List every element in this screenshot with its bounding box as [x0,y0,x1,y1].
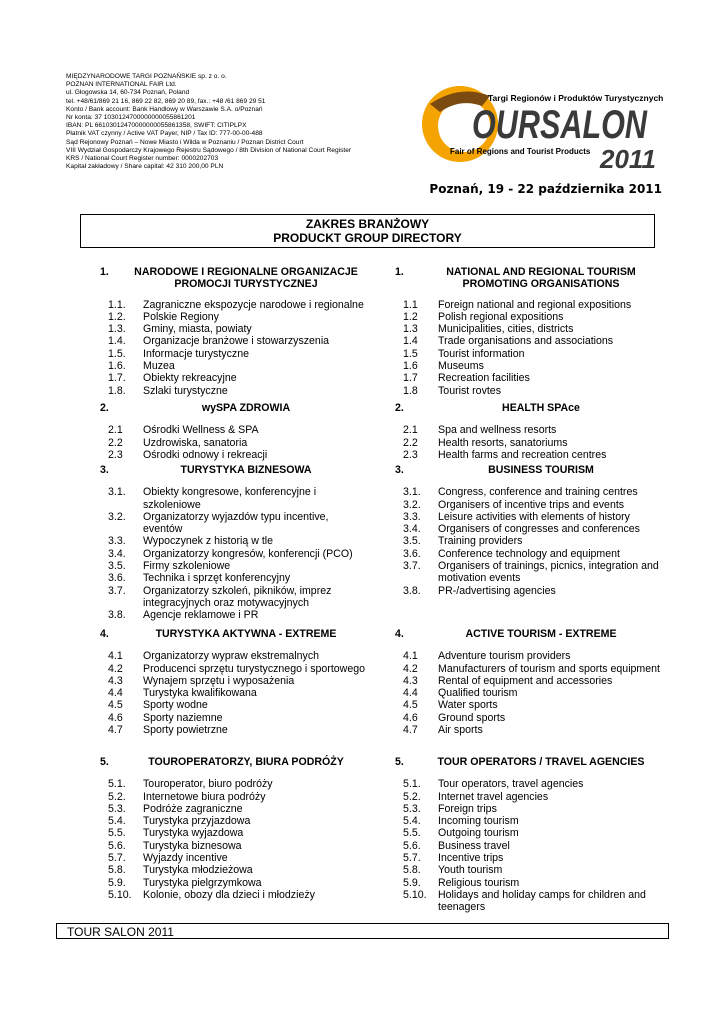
item-text: Touroperator, biuro podróży [143,778,273,791]
item-text: Leisure activities with elements of history [438,510,630,523]
item-text: Turystyka przyjazdowa [143,815,251,828]
section-number: 5. [395,756,404,768]
item-text: Producenci sprzętu turystycznego i sportowego [143,662,365,675]
item-number: 1.6 [403,360,418,373]
item-number: 5.10. [108,888,132,901]
list-item [395,560,665,585]
list-item [100,803,370,815]
item-text: Training providers [438,535,523,548]
list-item [395,687,665,699]
list-item [100,852,370,864]
list-item [395,511,665,523]
list-item [100,609,370,621]
item-number: 4.4 [108,687,123,700]
section-heading [100,464,370,476]
section [100,266,370,397]
section-title: NATIONAL AND REGIONAL TOURISM PROMOTING ORGANISATIONS [446,266,636,291]
item-text: Foreign national and regional expositions [438,298,632,311]
list-item [100,675,370,687]
list-item [100,360,370,372]
item-text: Municipalities, cities, districts [438,323,574,336]
section-heading [395,464,665,476]
list-item [100,372,370,384]
item-number: 3.8. [403,584,421,597]
item-number: 2.1 [108,424,123,437]
list-item [395,523,665,535]
section-heading [100,628,370,640]
item-text: Spa and wellness resorts [438,424,557,437]
item-text: Wyjazdy incentive [143,852,228,865]
item-text: Religious tourism [438,876,520,889]
item-number: 5.9. [403,876,421,889]
item-text: Uzdrowiska, sanatoria [143,436,248,449]
item-number: 3.1. [108,486,126,499]
section [395,464,665,597]
company-info [66,73,396,171]
item-text: Obiekty rekreacyjne [143,372,237,385]
item-text: Incentive trips [438,852,504,865]
item-number: 1.7 [403,372,418,385]
item-text: Obiekty kongresowe, konferencyjne i szkoleniowe [143,486,317,511]
item-number: 1.3. [108,323,126,336]
item-text: Youth tourism [438,864,503,877]
item-number: 5.3. [403,802,421,815]
list-item [100,585,370,610]
list-item [395,778,665,790]
item-number: 3.7. [108,584,126,597]
item-text: Conference technology and equipment [438,547,620,560]
list-item [100,864,370,876]
item-text: Qualified tourism [438,687,518,700]
list-item [100,311,370,323]
title-en: PRODUCKT GROUP DIRECTORY [273,231,462,245]
section-heading [100,402,370,414]
item-text: Health resorts, sanatoriums [438,436,568,449]
item-text: Trade organisations and associations [438,335,614,348]
list-item [395,864,665,876]
list-item [100,687,370,699]
item-number: 1.4 [403,335,418,348]
item-text: Polskie Regiony [143,310,219,323]
section-title: HEALTH SPAce [502,402,580,414]
item-text: Sporty naziemne [143,711,223,724]
item-number: 3.3. [403,510,421,523]
item-number: 1.5 [403,347,418,360]
list-item [395,499,665,511]
logo-tagline-bottom: Fair of Regions and Tourist Products [450,147,591,156]
list-item [395,699,665,711]
list-item [395,299,665,311]
item-number: 4.5 [403,699,418,712]
list-item [100,840,370,852]
item-number: 4.5 [108,699,123,712]
list-item [100,572,370,584]
list-item [100,511,370,536]
item-number: 4.7 [403,724,418,737]
item-text: Organizacje branżowe i stowarzyszenia [143,335,330,348]
section-title: wySPA ZDROWIA [201,402,291,414]
item-number: 3.2. [403,498,421,511]
item-number: 3.4. [403,523,421,536]
company-line: ul. Głogowska 14, 60-734 Poznań, Poland [66,89,190,97]
item-number: 1.6. [108,360,126,373]
list-item [395,535,665,547]
section [100,756,370,901]
item-text: Podróże zagraniczne [143,802,243,815]
item-number: 4.4 [403,687,418,700]
list-item [395,323,665,335]
list-item [395,663,665,675]
item-number: 1.8 [403,384,418,397]
item-number: 5.4. [108,815,126,828]
logo-brand: OURSALON [472,103,648,147]
item-text: Agencje reklamowe i PR [143,609,259,622]
item-text: Wypoczynek z historią w tle [143,535,274,548]
item-number: 5.9. [108,876,126,889]
footer: TOUR SALON 2011 [56,923,669,939]
item-text: Manufacturers of tourism and sports equipment [438,662,660,675]
list-item [395,877,665,889]
item-number: 4.6 [108,711,123,724]
item-number: 1.1. [108,298,126,311]
item-text: Congress, conference and training centres [438,486,638,499]
list-item [395,889,665,914]
tour-salon-logo [420,76,664,186]
list-item [100,650,370,662]
list-item [100,712,370,724]
section-number: 5. [100,756,109,768]
title-pl: ZAKRES BRANŻOWY [305,217,430,231]
item-number: 1.2 [403,310,418,323]
section-number: 3. [100,464,109,476]
item-text: Health farms and recreation centres [438,448,607,461]
item-text: Turystyka pielgrzymkowa [143,876,262,889]
list-item [395,486,665,498]
list-item [100,815,370,827]
item-text: Technika i sprzęt konferencyjny [143,572,291,585]
company-line: POZNAN INTERNATIONAL FAIR Ltd. [66,81,177,89]
item-text: Business travel [438,839,510,852]
list-item [395,372,665,384]
list-item [395,437,665,449]
item-text: Incoming tourism [438,815,519,828]
section-heading [395,628,665,640]
item-text: Organisers of trainings, picnics, integration and motivation events [438,560,659,585]
item-text: Organizatorzy szkoleń, pikników, imprez integracyjnych oraz motywacyjnych [143,584,332,609]
list-item [395,815,665,827]
item-number: 4.7 [108,724,123,737]
item-text: Tourist rovtes [438,384,501,397]
item-number: 4.3 [403,674,418,687]
item-text: Zagraniczne ekspozycje narodowe i regionalne [143,298,364,311]
item-number: 3.7. [403,560,421,573]
item-number: 3.5. [108,560,126,573]
list-item [100,449,370,461]
item-number: 3.8. [108,609,126,622]
list-item [100,385,370,397]
item-number: 5.8. [403,864,421,877]
event-date: Poznań, 19 - 22 października 2011 [429,182,662,196]
list-item [100,699,370,711]
item-text: Kolonie, obozy dla dzieci i młodzieży [143,888,315,901]
list-item [100,486,370,511]
list-item [395,840,665,852]
item-number: 3.6. [403,547,421,560]
logo-tagline-top: Targi Regionów i Produktów Turystycznych [488,93,664,103]
item-text: Air sports [438,724,483,737]
item-number: 1.5. [108,347,126,360]
item-text: Turystyka wyjazdowa [143,827,244,840]
list-item [395,712,665,724]
section-heading [395,266,665,291]
section-heading [395,402,665,414]
list-item [100,424,370,436]
section-number: 3. [395,464,404,476]
section-title: ACTIVE TOURISM - EXTREME [465,628,617,640]
item-number: 5.6. [108,839,126,852]
item-text: Turystyka biznesowa [143,839,242,852]
list-item [395,385,665,397]
item-number: 5.2. [108,790,126,803]
list-item [100,827,370,839]
item-number: 1.4. [108,335,126,348]
item-number: 4.2 [403,662,418,675]
item-text: Organizatorzy wyjazdów typu incentive, eventów [143,510,329,536]
item-number: 2.3 [108,448,123,461]
section-number: 4. [100,628,109,640]
item-number: 5.6. [403,839,421,852]
company-line: KRS / National Court Register number: 0000202703 [66,155,219,163]
section [395,402,665,461]
item-text: Ośrodki Wellness & SPA [143,424,259,437]
item-text: Informacje turystyczne [143,347,249,360]
item-number: 3.1. [403,486,421,499]
item-text: Gminy, miasta, powiaty [143,323,252,336]
item-number: 3.4. [108,547,126,560]
item-number: 3.2. [108,510,126,523]
section [395,628,665,736]
list-item [395,311,665,323]
list-item [100,791,370,803]
item-text: Internet travel agencies [438,790,549,803]
list-item [100,335,370,347]
title-box [80,214,655,248]
section-number: 4. [395,628,404,640]
company-line: MIĘDZYNARODOWE TARGI POZNAŃSKIE sp. z o. o. [66,73,227,80]
list-item [395,724,665,736]
list-item [100,437,370,449]
section-title: TURYSTYKA BIZNESOWA [180,464,312,476]
item-text: Adventure tourism providers [438,650,571,663]
item-text: Outgoing tourism [438,827,519,840]
item-number: 1.7. [108,372,126,385]
item-text: Firmy szkoleniowe [143,560,231,573]
item-text: Organizatorzy kongresów, konferencji (PCO) [143,547,353,560]
item-text: Organisers of congresses and conferences [438,523,640,536]
company-line: Kapitał zakładowy / Share capital: 42 310 200,00 PLN [66,163,224,171]
item-number: 5.2. [403,790,421,803]
list-item [395,449,665,461]
section-heading [100,266,370,291]
item-number: 2.3 [403,448,418,461]
section [100,402,370,461]
item-number: 4.2 [108,662,123,675]
item-text: Tour operators, travel agencies [438,778,584,791]
item-number: 5.5. [108,827,126,840]
item-text: Rental of equipment and accessories [438,674,613,687]
section [395,266,665,397]
section-number: 1. [100,266,109,278]
item-number: 1.3 [403,323,418,336]
item-number: 5.3. [108,802,126,815]
item-number: 4.1 [403,650,418,663]
list-item [100,778,370,790]
item-text: Ośrodki odnowy i rekreacji [143,448,268,461]
item-number: 3.5. [403,535,421,548]
list-item [100,724,370,736]
section-heading [395,756,665,768]
list-item [100,663,370,675]
list-item [395,548,665,560]
list-item [395,852,665,864]
list-item [100,323,370,335]
section-title: TOUROPERATORZY, BIURA PODRÓŻY [148,756,344,768]
item-number: 3.6. [108,572,126,585]
item-number: 5.1. [403,778,421,791]
list-item [395,791,665,803]
item-number: 1.2. [108,310,126,323]
list-item [100,889,370,901]
list-item [100,535,370,547]
section-title: BUSINESS TOURISM [488,464,594,476]
list-item [100,877,370,889]
item-text: Szlaki turystyczne [143,384,228,397]
list-item [100,299,370,311]
item-number: 5.1. [108,778,126,791]
section-title: TURYSTYKA AKTYWNA - EXTREME [155,628,337,640]
list-item [395,424,665,436]
section-number: 2. [395,402,404,414]
item-number: 1.8. [108,384,126,397]
item-number: 5.4. [403,815,421,828]
section-number: 2. [100,402,109,414]
section [395,756,665,914]
section-title: TOUR OPERATORS / TRAVEL AGENCIES [437,756,645,768]
item-number: 2.2 [108,436,123,449]
list-item [395,360,665,372]
item-text: Internetowe biura podróży [143,790,266,803]
item-text: Organisers of incentive trips and events [438,498,625,511]
item-text: PR-/advertising agencies [438,584,556,597]
item-number: 5.5. [403,827,421,840]
section [100,628,370,736]
item-text: Water sports [438,699,498,712]
company-line: Płatnik VAT czynny / Active VAT Payer, NIP / Tax ID: 777-00-00-488 [66,130,263,138]
item-text: Muzea [143,360,175,373]
item-text: Sporty powietrzne [143,724,228,737]
item-text: Turystyka kwalifikowana [143,687,257,700]
company-line: VIII Wydział Gospodarczy Krajowego Rejestru Sądowego / 8th Division of National Court Register [66,146,352,154]
item-number: 5.7. [403,852,421,865]
item-number: 4.3 [108,674,123,687]
item-number: 5.7. [108,852,126,865]
item-text: Recreation facilities [438,372,530,385]
item-number: 4.1 [108,650,123,663]
item-text: Sporty wodne [143,699,208,712]
company-line: Sąd Rejonowy Poznań – Nowe Miasto i Wilda w Poznaniu / Poznan District Court [66,138,304,146]
list-item [395,675,665,687]
list-item [100,560,370,572]
item-number: 2.2 [403,436,418,449]
item-number: 3.3. [108,535,126,548]
company-line: Konto / Bank account: Bank Handlowy w Warszawie S.A. o/Poznań [66,105,263,113]
list-item [395,827,665,839]
section-heading [100,756,370,768]
list-item [395,335,665,347]
item-number: 1.1 [403,298,418,311]
item-text: Turystyka młodzieżowa [143,864,253,877]
list-item [395,348,665,360]
list-item [100,348,370,360]
list-item [100,548,370,560]
item-number: 2.1 [403,424,418,437]
item-number: 5.8. [108,864,126,877]
list-item [395,585,665,597]
item-text: Tourist information [438,347,525,360]
company-line: IBAN: PL 66103012470000000055861358, SWIFT: CITIPLPX [66,122,247,130]
item-text: Foreign trips [438,802,497,815]
company-line: Nr konta: 37 1030124700000000055861201 [66,114,196,122]
section [100,464,370,622]
item-text: Organizatorzy wypraw ekstremalnych [143,650,320,663]
item-text: Museums [438,360,484,373]
logo-year: 2011 [600,144,656,174]
section-title: NARODOWE I REGIONALNE ORGANIZACJE PROMOCJI TURYSTYCZNEJ [134,266,358,291]
list-item [395,650,665,662]
item-text: Polish regional expositions [438,310,564,323]
item-number: 4.6 [403,711,418,724]
item-text: Ground sports [438,711,506,724]
item-number: 5.10. [403,888,427,901]
company-line: tel. +48/61/869 21 16, 869 22 82, 869 20 89, fax.: +48 /61 869 29 51 [66,97,266,105]
section-number: 1. [395,266,404,278]
item-text: Wynajem sprzętu i wyposażenia [143,674,295,687]
list-item [395,803,665,815]
item-text: Holidays and holiday camps for children and teenagers [438,888,646,914]
